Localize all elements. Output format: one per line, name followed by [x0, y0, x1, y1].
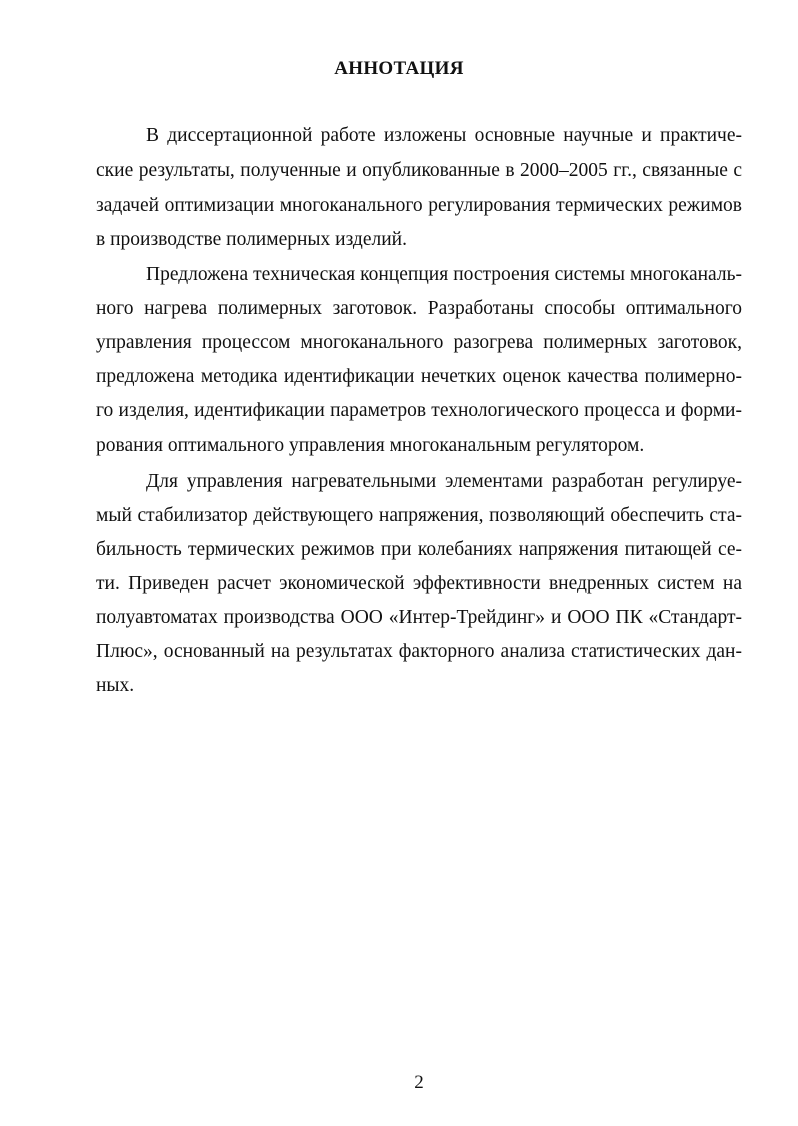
text-line: ного нагрева полимерных заготовок. Разработаны способы оптимального [96, 298, 742, 319]
text-line: ти. Приведен расчет экономической эффективности внедренных систем на [96, 573, 742, 594]
text-line: полуавтоматах производства ООО «Интер-Трейдинг» и ООО ПК «Стандарт- [96, 607, 742, 628]
text-line: В диссертационной работе изложены основные научные и практиче- [146, 125, 742, 146]
text-line: в производстве полимерных изделий. [96, 229, 407, 250]
text-line: Плюс», основанный на результатах факторного анализа статистических дан- [96, 641, 742, 662]
text-line: предложена методика идентификации нечетких оценок качества полимерно- [96, 366, 742, 387]
text-line: управления процессом многоканального разогрева полимерных заготовок, [96, 332, 742, 353]
text-line: рования оптимального управления многоканальным регулятором. [96, 435, 645, 456]
text-line: бильность термических режимов при колебаниях напряжения питающей се- [96, 539, 742, 560]
text-line: Для управления нагревательными элементами разработан регулируе- [146, 471, 742, 492]
text-line: ных. [96, 675, 135, 696]
text-line: мый стабилизатор действующего напряжения, позволяющий обеспечить ста- [96, 505, 742, 526]
text-line: Предложена техническая концепция построения системы многоканаль- [146, 264, 742, 285]
page-title: АННОТАЦИЯ [334, 58, 464, 79]
text-line: ские результаты, полученные и опубликованные в 2000–2005 гг., связанные с [96, 160, 742, 181]
text-line: го изделия, идентификации параметров технологического процесса и форми- [96, 400, 742, 421]
text-line: задачей оптимизации многоканального регулирования термических режимов [96, 195, 742, 216]
page-number: 2 [414, 1072, 424, 1093]
